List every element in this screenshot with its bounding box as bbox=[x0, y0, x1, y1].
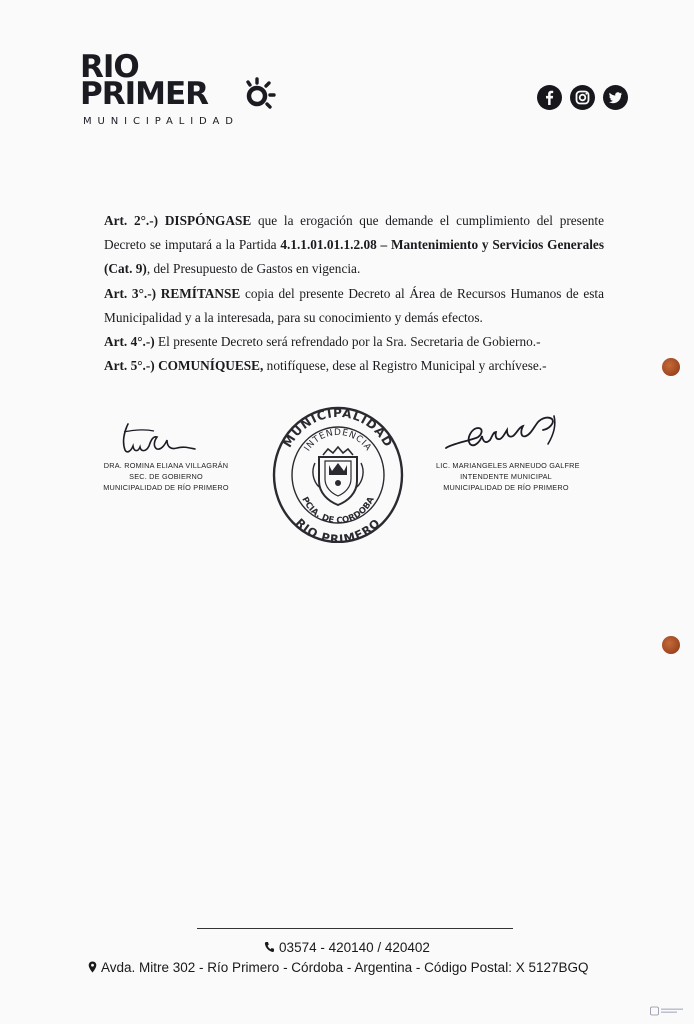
signer-left-org: MUNICIPALIDAD DE RÍO PRIMERO bbox=[103, 483, 229, 492]
phone-icon bbox=[264, 941, 275, 953]
article-5-text: notifíquese, dese al Registro Municipal y archívese.- bbox=[263, 358, 547, 374]
article-3-keyword: REMÍTANSE bbox=[160, 285, 241, 301]
svg-text:INTENDENCIA bbox=[303, 428, 374, 453]
handwritten-signature-left bbox=[106, 418, 226, 460]
decree-articles bbox=[104, 209, 604, 378]
signature-block-right bbox=[436, 408, 580, 493]
seal-inner-bottom-text: PCIA. DE CORDOBA bbox=[299, 495, 377, 527]
article-2-keyword: DISPÓNGASE bbox=[164, 213, 252, 228]
seal-inner-top-text: INTENDENCIA bbox=[302, 427, 374, 454]
article-2 bbox=[104, 209, 604, 282]
signer-right-name: LIC. MARIANGELES ARNEUDO GALFRE bbox=[436, 461, 580, 470]
signature-block-left bbox=[96, 418, 236, 493]
footer-divider bbox=[197, 928, 513, 929]
article-5-number: Art. 5°.-) bbox=[104, 358, 155, 374]
logo-subtitle: MUNICIPALIDAD bbox=[83, 116, 239, 127]
twitter-icon bbox=[603, 85, 628, 110]
logo-line-1: RIO bbox=[80, 49, 139, 85]
social-icons bbox=[537, 85, 629, 111]
coat-of-arms-icon bbox=[313, 447, 363, 505]
signer-right-role: INTENDENTE MUNICIPAL bbox=[460, 472, 552, 481]
signer-left-role: SEC. DE GOBIERNO bbox=[129, 472, 203, 481]
article-4-text: El presente Decreto será refrendado por la Sra. Secretaria de Gobierno.- bbox=[154, 334, 541, 350]
svg-text:MUNICIPALIDAD bbox=[280, 406, 395, 450]
signer-left-name: DRA. ROMINA ELIANA VILLAGRÁN bbox=[103, 461, 229, 470]
instagram-icon bbox=[570, 85, 595, 110]
municipal-seal bbox=[271, 403, 405, 543]
binder-hole-top bbox=[662, 358, 680, 376]
article-3 bbox=[104, 282, 604, 330]
article-2-partida: 4.1.1.01.01.1.2.08 – Mantenimiento y Servicios Generales (Cat. 9) bbox=[104, 237, 604, 277]
sun-o-icon bbox=[240, 72, 280, 112]
article-4 bbox=[104, 330, 604, 354]
article-4-number: Art. 4°.-) bbox=[104, 334, 155, 350]
footer-phone bbox=[0, 940, 694, 955]
municipality-logo bbox=[80, 49, 290, 132]
footer-address bbox=[88, 960, 628, 975]
article-3-text: copia del presente Decreto al Área de Recursos Humanos de esta Municipalidad y a la interesada, para su conocimiento y demás efectos. bbox=[104, 285, 604, 325]
facebook-icon bbox=[537, 85, 562, 110]
svg-text:PCIA. DE CORDOBA bbox=[299, 495, 377, 526]
seal-bottom-text: RIO PRIMERO bbox=[292, 515, 384, 543]
logo-line-2: PRIMER bbox=[80, 76, 209, 112]
footer-address-text: Avda. Mitre 302 - Río Primero - Córdoba - Argentina - Código Postal: X 5127BGQ bbox=[101, 960, 589, 975]
article-2-text-c: , del Presupuesto de Gastos en vigencia. bbox=[146, 261, 361, 277]
article-5 bbox=[104, 354, 604, 378]
article-5-keyword: COMUNÍQUESE, bbox=[158, 358, 264, 374]
binder-hole-bottom bbox=[662, 636, 680, 654]
handwritten-signature-right bbox=[436, 408, 586, 460]
article-2-text-a: que la erogación que demande el cumplimiento del presente Decreto se imputará a la Partida bbox=[104, 213, 604, 253]
signer-right-org: MUNICIPALIDAD DE RÍO PRIMERO bbox=[443, 483, 569, 492]
article-2-number: Art. 2°.-) bbox=[104, 213, 159, 228]
scanner-watermark-icon bbox=[650, 1005, 684, 1017]
seal-top-text: MUNICIPALIDAD bbox=[280, 405, 396, 450]
article-3-number: Art. 3°.-) bbox=[104, 285, 157, 301]
footer-phone-text: 03574 - 420140 / 420402 bbox=[279, 940, 430, 955]
location-pin-icon bbox=[88, 961, 97, 973]
